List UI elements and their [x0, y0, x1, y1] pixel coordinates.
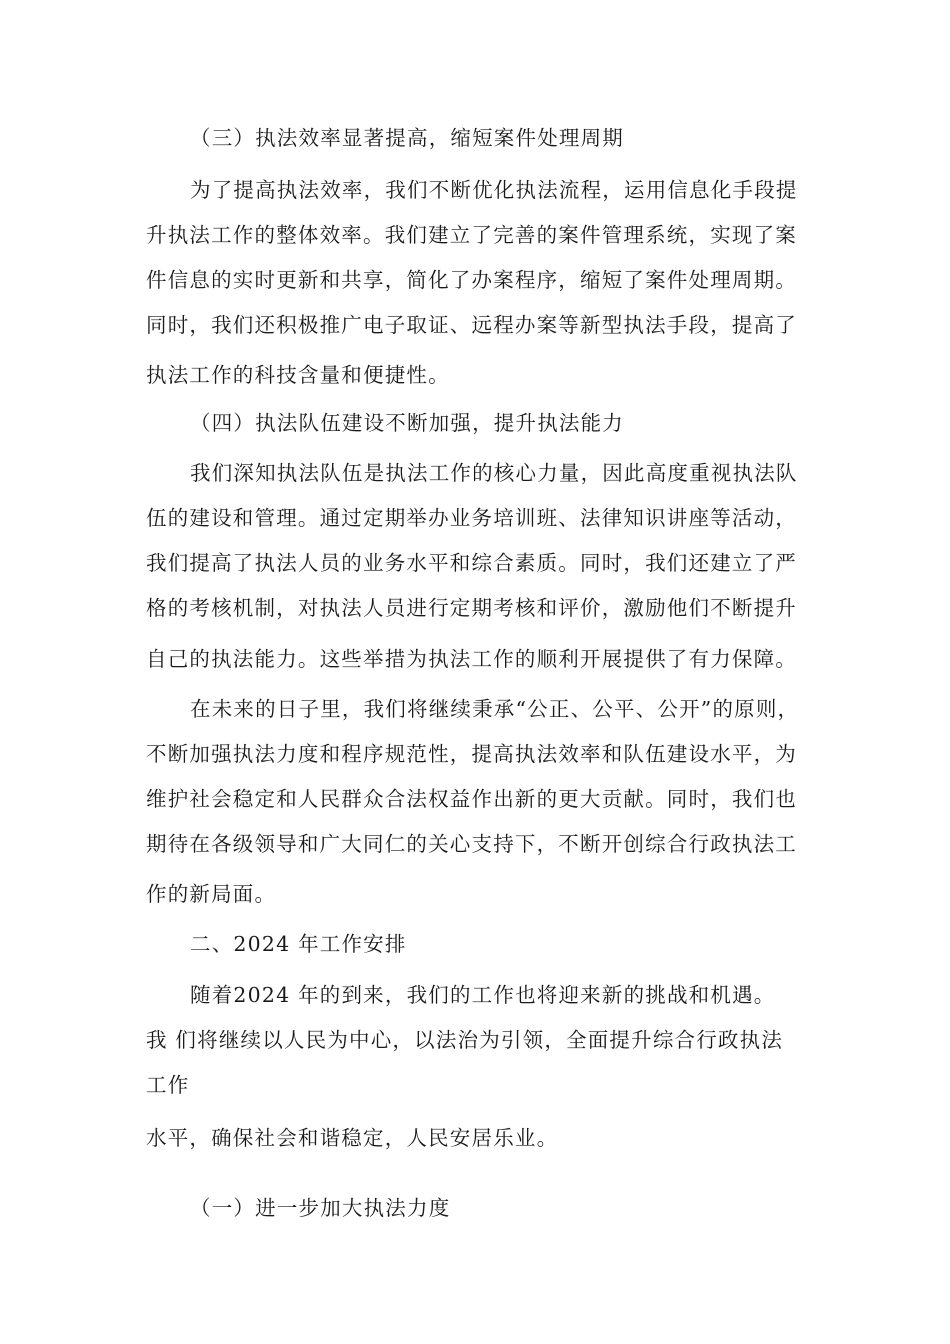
- paragraph-line: 格的考核机制，对执法人员进行定期考核和评价，激励他们不断提升: [146, 596, 797, 620]
- paragraph-line: 在未来的日子里，我们将继续秉承“公正、公平、公开”的原则，: [190, 697, 800, 721]
- paragraph-line: 水平，确保社会和谐稳定，人民安居乐业。: [146, 1126, 559, 1150]
- paragraph-line: 期待在各级领导和广大同仁的关心支持下，不断开创综合行政执法工: [146, 832, 797, 856]
- section-heading-3: （三）执法效率显著提高，缩短案件处理周期: [190, 126, 624, 150]
- section-title-2024: 二、2024 年工作安排: [190, 932, 407, 956]
- paragraph-line: 件信息的实时更新和共享，简化了办案程序，缩短了案件处理周期。: [146, 268, 797, 292]
- paragraph-line: 我们提高了执法人员的业务水平和综合素质。同时，我们还建立了严: [146, 551, 797, 575]
- paragraph-line: 维护社会稳定和人民群众合法权益作出新的更大贡献。同时，我们也: [146, 787, 797, 811]
- paragraph-line: 伍的建设和管理。通过定期举办业务培训班、法律知识讲座等活动，: [146, 506, 797, 530]
- paragraph-line: 工作: [146, 1073, 190, 1097]
- paragraph-line: 为了提高执法效率，我们不断优化执法流程，运用信息化手段提: [190, 178, 798, 202]
- paragraph-line: 执法工作的科技含量和便捷性。: [146, 363, 450, 387]
- paragraph-line: 不断加强执法力度和程序规范性，提高执法效率和队伍建设水平，为: [146, 742, 797, 766]
- paragraph-line: 我们深知执法队伍是执法工作的核心力量，因此高度重视执法队: [190, 461, 798, 485]
- paragraph-line: 我 们将继续以人民为中心，以法治为引领，全面提升综合行政执法: [146, 1028, 784, 1052]
- paragraph-line: 作的新局面。: [146, 882, 277, 906]
- section-heading-4: （四）执法队伍建设不断加强，提升执法能力: [190, 411, 624, 435]
- paragraph-line: 自己的执法能力。这些举措为执法工作的顺利开展提供了有力保障。: [146, 647, 797, 671]
- paragraph-line: 同时，我们还积极推广电子取证、远程办案等新型执法手段，提高了: [146, 313, 797, 337]
- paragraph-line: 升执法工作的整体效率。我们建立了完善的案件管理系统，实现了案: [146, 223, 797, 247]
- section-heading-1: （一）进一步加大执法力度: [190, 1196, 451, 1220]
- paragraph-line: 随着2024 年的到来，我们的工作也将迎来新的挑战和机遇。: [190, 983, 776, 1007]
